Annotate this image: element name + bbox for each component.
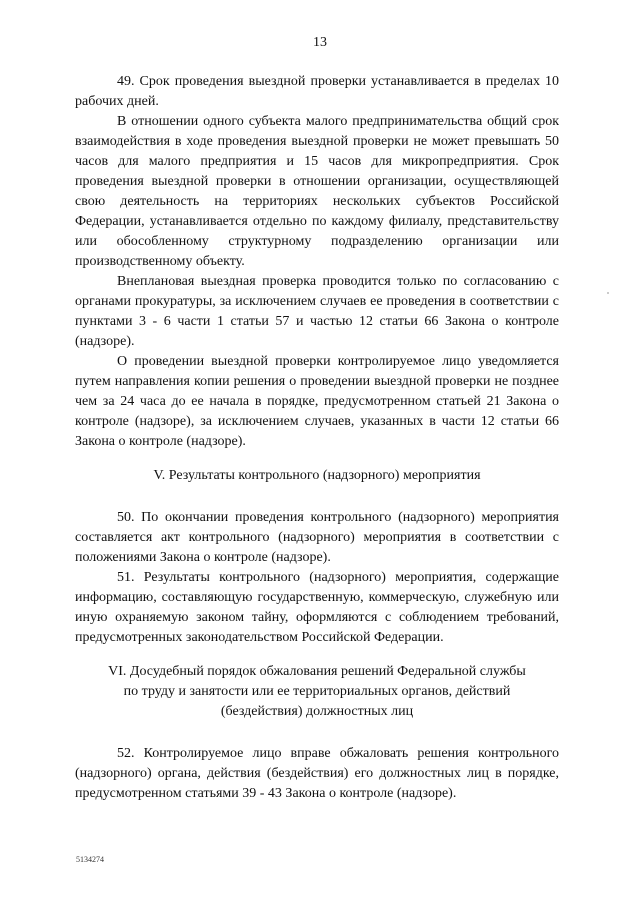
paragraph-49-notification: О проведении выездной проверки контролируемое лицо уведомляется путем направления копии решения о проведении выездной проверки не позднее чем за 24 часа до ее начала в порядке, предусмотренном статьей 21 Закона о контроле (надзоре), за исключением случаев, указанных в части 12 статьи 66 Закона о контроле (надзоре). (75, 354, 559, 449)
section-6-title-line-3: (бездействия) должностных лиц (220, 704, 414, 719)
section-5-title: V. Результаты контрольного (надзорного) мероприятия (153, 468, 481, 483)
paragraph-49-small-business: В отношении одного субъекта малого предпринимательства общий срок взаимодействия в ходе проведения выездной проверки не может превышать 50 часов для малого предприятия и 15 часов для микропредприятия. Срок проведения выездной проверки в отношении организации, осуществляющей свою деятельность на территориях нескольких субъектов Российской Федерации, устанавливается отдельно по каждому филиалу, представительству или обособленному структурному подразделению организации или производственному объекту. (75, 114, 559, 269)
page-number: 13 (313, 35, 327, 50)
section-6-title-line-2: по труду и занятости или ее территориальных органов, действий (123, 684, 511, 699)
paragraph-50: 50. По окончании проведения контрольного (надзорного) мероприятия составляется акт контрольного (надзорного) мероприятия в соответствии с положениями Закона о контроле (надзоре). (75, 510, 559, 565)
paragraph-51: 51. Результаты контрольного (надзорного) мероприятия, содержащие информацию, составляющую государственную, коммерческую, служебную или иную охраняемую законом тайну, оформляются с соблюдением требований, предусмотренных законодательством Российской Федерации. (75, 570, 559, 645)
section-6-title (75, 662, 559, 722)
paragraph-52: 52. Контролируемое лицо вправе обжаловать решения контрольного (надзорного) органа, действия (бездействия) его должностных лиц в порядке, предусмотренном статьями 39 - 43 Закона о контроле (надзоре). (75, 746, 559, 801)
paragraph-49: 49. Срок проведения выездной проверки устанавливается в пределах 10 рабочих дней. (75, 74, 559, 109)
section-6-title-line-1: VI. Досудебный порядок обжалования решений Федеральной службы (108, 664, 526, 679)
document-body (75, 72, 559, 804)
document-code: 5134274 (76, 855, 104, 864)
scan-speck (607, 292, 609, 294)
paragraph-49-unscheduled: Внеплановая выездная проверка проводится только по согласованию с органами прокуратуры, за исключением случаев ее проведения в соответствии с пунктами 3 - 6 части 1 статьи 57 и частью 12 статьи 66 Закона о контроле (надзоре). (75, 274, 559, 349)
